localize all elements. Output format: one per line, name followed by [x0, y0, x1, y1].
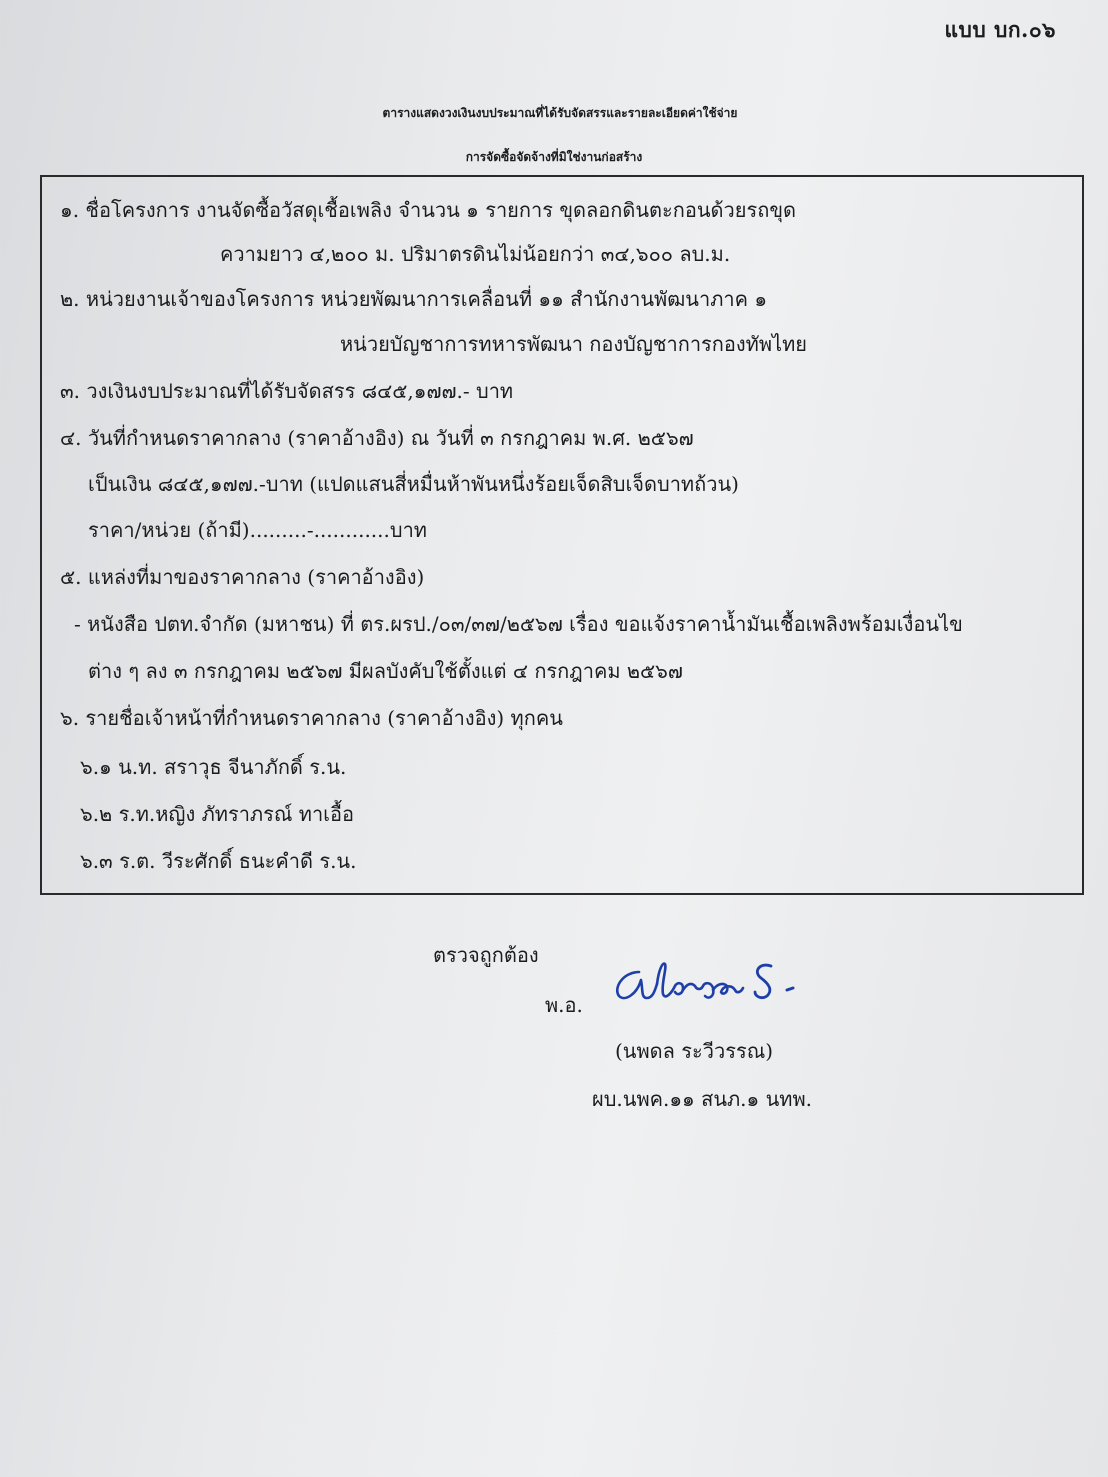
signer-name: (นพดล ระวีวรรณ): [615, 1039, 774, 1063]
official-2: ๖.๒ ร.ท.หญิง ภัทราภรณ์ ทาเอื้อ: [80, 802, 355, 826]
price-source-title: ๕. แหล่งที่มาของราคากลาง (ราคาอ้างอิง): [60, 565, 425, 589]
handwritten-signature: [605, 950, 825, 1020]
officials-title: ๖. รายชื่อเจ้าหน้าที่กำหนดราคากลาง (ราคาอ้างอิง) ทุกคน: [60, 706, 563, 730]
signer-rank: พ.อ.: [545, 993, 583, 1017]
document-title-line-2: การจัดซื้อจัดจ้างที่มิใช่งานก่อสร้าง: [465, 150, 643, 164]
verified-label: ตรวจถูกต้อง: [433, 943, 539, 967]
document-title-line-1: ตารางแสดงวงเงินงบประมาณที่ได้รับจัดสรรและรายละเอียดค่าใช้จ่าย: [382, 106, 738, 120]
form-code: แบบ บก.๐๖: [944, 17, 1056, 42]
reference-date-line: ๔. วันที่กำหนดราคากลาง (ราคาอ้างอิง) ณ วันที่ ๓ กรกฎาคม พ.ศ. ๒๕๖๗: [60, 426, 694, 450]
unit-price-line: ราคา/หน่วย (ถ้ามี).........-............บาท: [88, 518, 427, 542]
price-source-line-1: - หนังสือ ปตท.จำกัด (มหาชน) ที่ ตร.ผรป./๐๓/๓๗/๒๕๖๗ เรื่อง ขอแจ้งราคาน้ำมันเชื้อเพลิงพร้อมเงื่อนไข: [74, 612, 963, 636]
budget-line: ๓. วงเงินงบประมาณที่ได้รับจัดสรร ๘๔๕,๑๗๗.- บาท: [60, 379, 514, 403]
project-owner-line-2: หน่วยบัญชาการทหารพัฒนา กองบัญชาการกองทัพไทย: [340, 332, 808, 356]
project-name-line-1: ๑. ชื่อโครงการ งานจัดซื้อวัสดุเชื้อเพลิง จำนวน ๑ รายการ ขุดลอกดินตะกอนด้วยรถขุด: [60, 198, 797, 222]
project-owner-line-1: ๒. หน่วยงานเจ้าของโครงการ หน่วยพัฒนาการเคลื่อนที่ ๑๑ สำนักงานพัฒนาภาค ๑: [60, 287, 768, 311]
signer-position: ผบ.นพค.๑๑ สนภ.๑ นทพ.: [592, 1087, 812, 1111]
official-1: ๖.๑ น.ท. สราวุธ จีนาภักดิ์ ร.น.: [80, 755, 347, 779]
price-source-line-2: ต่าง ๆ ลง ๓ กรกฎาคม ๒๕๖๗ มีผลบังคับใช้ตั้งแต่ ๔ กรกฎาคม ๒๕๖๗: [88, 659, 683, 683]
project-name-line-2: ความยาว ๔,๒๐๐ ม. ปริมาตรดินไม่น้อยกว่า ๓๔,๖๐๐ ลบ.ม.: [220, 242, 731, 266]
reference-amount-line: เป็นเงิน ๘๔๕,๑๗๗.-บาท (แปดแสนสี่หมื่นห้าพันหนึ่งร้อยเจ็ดสิบเจ็ดบาทถ้วน): [88, 472, 739, 496]
official-3: ๖.๓ ร.ต. วีระศักดิ์ ธนะคำดี ร.น.: [80, 849, 357, 873]
